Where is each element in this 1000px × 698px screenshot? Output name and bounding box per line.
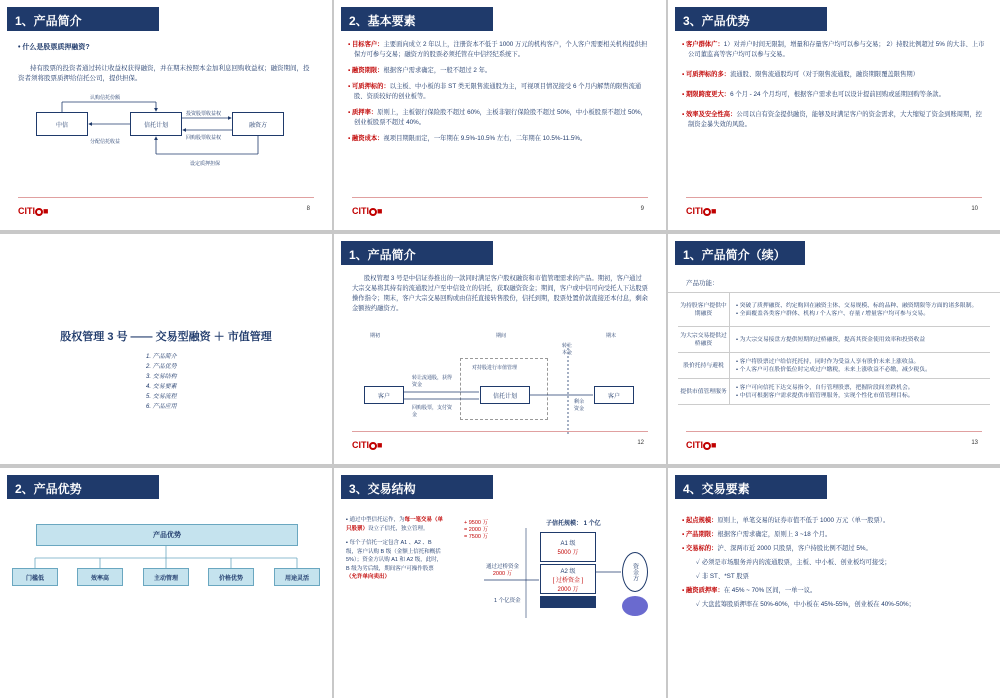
citic-logo: CITI ■ [686, 206, 717, 216]
row-bullet: • 客户可向信托下达交易指令，自行管理股票，把握阶段间差跌机会。 [736, 384, 914, 391]
node-client-left: 客户 [364, 386, 404, 404]
list-item: ✓ 非 ST、*ST 股票 [696, 573, 749, 580]
row-content [730, 379, 990, 404]
slide-13[interactable] [668, 234, 1000, 464]
caption: 产品功能： [686, 280, 719, 287]
elements-list [682, 516, 986, 614]
row-bullet: • 个人客户可在股价低位时完成过户缴税，未来上涨收益不必缴，减少税负。 [736, 366, 931, 373]
adv-efficiency: 效率高 [77, 568, 123, 586]
list-item: ▪ 融资期限：根据客户需求确定，一般不超过 2 年。 [348, 67, 492, 74]
toc-item: 3. 交易结构 [146, 374, 177, 380]
table-row [678, 293, 990, 327]
intro-paragraph: 股权管理 3 号是中信证券推出的一款同时满足客户股权融资和市值管理需求的产品。期初，客户通过大宗交易将其持有的流通股过户至中信设立的信托，获取融资资金；期间，客户或中信可向受托人下达股票操作指令；期末，客户大宗交易回购或由信托直接转售股份，信托到期，股票处置价款直接还本付息，剩余金额按约融资方。 [352, 275, 648, 312]
citic-logo: CITI ■ [18, 206, 49, 216]
fund-label: 资金方 [631, 563, 638, 581]
slide-header: 4、交易要素 [675, 475, 827, 499]
a1-name: A1 级 [560, 541, 576, 547]
slide-10[interactable] [668, 0, 1000, 230]
list-item: ▪ 可质押标的：以主板、中小板的非 ST 类无限售流通股为主，可视项目情况接受 6 个月内解禁的限售流通股、资质较好的创业板等。 [348, 83, 642, 100]
page-number: 9 [640, 206, 644, 212]
label-transfer: 转让流通股，获得资金 [412, 375, 453, 388]
label-invest: 投资股票收益权 [186, 111, 222, 117]
label-repurchase: 回购股票，支付资金 [412, 405, 453, 418]
list-item: ✓ 必须是市场服务并内的流通股票，主板、中小板、创业板均可接受； [696, 559, 891, 566]
slide-header: 2、基本要素 [341, 7, 493, 31]
row-label: 股价托持与避税 [678, 353, 730, 378]
citic-logo: CITI ■ [352, 206, 383, 216]
page-number: 12 [637, 440, 644, 446]
slide-header: 1、产品简介 [7, 7, 159, 31]
row-label: 为持股客户提供中期融资 [678, 293, 730, 326]
footer-line [352, 197, 648, 198]
page-number: 13 [971, 440, 978, 446]
a2-amount2: 2000 万 [557, 586, 579, 593]
intro-paragraph: 持有股票的投资者通过转让收益权获得融资，并在期末按照本金加利息回购收益权；融资期间，投资者须将股票质押给信托公司，提供担保。 [18, 65, 310, 82]
adv-low-threshold: 门槛低 [12, 568, 58, 586]
flow-arrows [0, 0, 332, 230]
flow-arrows [334, 234, 666, 464]
list-item: ▪ 期限跨度更大：6 个月 - 24 个月均可，根据客户需求也可以设计提前回购或延期回购等条款。 [682, 91, 945, 98]
node-zhongxin: 中信 [36, 112, 88, 136]
table-of-contents [146, 352, 177, 412]
advantages-list [682, 40, 986, 140]
list-item: ▪ 融资成本：视项目期限而定，一年期在 9.5%-10.5% 左右，二年期在 10.5%-11.5%。 [348, 135, 587, 142]
list-item: ▪ 效率及安全性高：公司以自有资金提供融资，能够及时满足客户的资金需求，大大缩短了资金到账周期，控制资金暴失效的风险。 [682, 111, 982, 128]
function-table [668, 292, 1000, 405]
list-item: ▪ 目标客户：主要面向成立 2 年以上，注册资本不低于 1000 万元的机构客户，个人客户需要相关机构提供担保方可参与交易；融资方的股票必须托管在中信经纪系统下。 [348, 41, 648, 58]
node-trust: 信托计划 [130, 112, 182, 136]
list-item: ▪ 可质押标的多：流通股、限售流通股均可（对于限售流通股，融资期限覆盖限售期） [682, 71, 919, 78]
footer-line [18, 197, 314, 198]
list-item: ▪ 客户群体广：1）对并户时间无限制，增量和存量客户均可以参与交易； 2）持股比例超过 5% 的大非、上市公司董监高等客户均可以参与交易。 [682, 41, 985, 58]
label-subscribe: 认购信托份额 [90, 95, 121, 101]
adv-active-mgmt: 主动管理 [143, 568, 189, 586]
label-distribute: 分配信托收益 [90, 139, 121, 145]
toc-item: 1. 产品简介 [146, 354, 177, 360]
footer-line [352, 431, 648, 432]
val-total: + 9500 万 [464, 520, 489, 526]
citic-logo: CITI ■ [352, 440, 383, 450]
flow-total: 1 个亿资金 [494, 598, 521, 604]
val-bridge: = 2000 万 [464, 527, 489, 533]
slide-title[interactable] [0, 234, 332, 464]
list-item: ▪ 产品期限：根据客户需求确定，原则上 3 ~18 个月。 [682, 531, 832, 538]
bridge-label: 通过过桥资金 [486, 564, 520, 570]
list-item: ▪ 质押率：原则上，主板银行保险股不超过 60%，主板非银行保险股不超过 50%，中小板股票不超过 50%，创业板股票不超过 40%。 [348, 109, 647, 126]
list-item: ▪ 起点规模：原则上，单笔交易的证券市值不低于 1000 万元（单一股票）。 [682, 517, 890, 524]
slide-structure[interactable] [334, 468, 666, 698]
slide-advantages[interactable] [0, 468, 332, 698]
slide-header: 2、产品优势 [7, 475, 159, 499]
footer-line [686, 431, 982, 432]
row-label: 提供市值管理服务 [678, 379, 730, 404]
label-remainder: 剩余资金 [574, 399, 585, 412]
label-market-cap: 对持股进行市值管理 [472, 365, 518, 371]
row-content [730, 353, 990, 378]
a2-name: A2 级 [560, 568, 576, 575]
list-item: ▪ 交易标的：沪、深两市近 2000 只股票，客户持股比例不超过 5%。 [682, 545, 872, 552]
adv-flexible: 用途灵活 [274, 568, 320, 586]
table-row [678, 379, 990, 405]
toc-item: 4. 交易要素 [146, 384, 177, 390]
row-content [730, 327, 990, 352]
node-client-right: 客户 [594, 386, 634, 404]
slide-header: 3、交易结构 [341, 475, 493, 499]
table-row [678, 353, 990, 379]
slide-header: 1、产品简介 [341, 241, 493, 265]
row-label: 为大宗交易提供过桥融资 [678, 327, 730, 352]
elements-list [348, 40, 652, 150]
list-item: ✓ 大盘蓝筹股质押率在 50%-60%，中小板在 45%-55%，创业板在 40%-50%； [696, 601, 915, 608]
toc-item: 2. 产品优势 [146, 364, 177, 370]
row-bullet: • 全面覆盖各类客户群体、机构 / 个人客户、存量 / 增量客户均可参与交易。 [736, 310, 930, 317]
row-bullet: • 客户将股票过户给信托托持，同时作为受益人享有股价未来上涨收益。 [736, 358, 920, 365]
structure-bullet: ▪ 通过中型信托运作，为每一笔交易（单只股票）设立子信托，独立管理。 [346, 517, 443, 532]
footer-line [686, 197, 982, 198]
question: • 什么是股票质押融资? [18, 44, 90, 51]
citic-logo: CITI ■ [686, 440, 717, 450]
list-item: ▪ 融资质押率：在 45% ~ 70% 区间，一单一议。 [682, 587, 817, 594]
toc-item: 5. 交易流程 [146, 394, 177, 400]
toc-item: 6. 产品应用 [146, 404, 177, 410]
node-trust: 信托计划 [480, 386, 530, 404]
page-number: 8 [306, 206, 310, 212]
label-sell: 转让本金 [562, 343, 573, 356]
phase-start: 期初 [370, 333, 381, 339]
structure-lines [334, 468, 666, 698]
a1-amount: 5000 万 [557, 550, 579, 556]
row-bullet: • 中信可根据客户需求提供市值管理服务，实现个性化市值管理目标。 [736, 392, 914, 399]
row-bullet: • 为大宗交易接盘方提供短期的过桥融资，提高其资金使用效率和投资收益 [736, 336, 926, 343]
advantages-root: 产品优势 [36, 524, 298, 546]
slide-9[interactable] [334, 0, 666, 230]
page-number: 10 [971, 206, 978, 212]
node-financier: 融资方 [232, 112, 284, 136]
row-content [730, 293, 990, 326]
deck-title: 股权管理 3 号 —— 交易型融资 ＋ 市值管理 [60, 331, 272, 343]
row-bullet: • 突破了质押融资、约定购回在融资主体、交易规模、标的品种、融资期限等方面的诸多限制。 [736, 302, 978, 309]
phase-middle: 期间 [496, 333, 507, 339]
table-row [678, 327, 990, 353]
slide-12[interactable] [334, 234, 666, 464]
slide-header: 3、产品优势 [675, 7, 827, 31]
label-repurchase: 回购股票收益权 [186, 135, 222, 141]
slide-elements[interactable] [668, 468, 1000, 698]
slide-8[interactable] [0, 0, 332, 230]
trust-scale: 子信托规模： 1 个亿 [546, 521, 601, 527]
structure-bullet: ▪ 每个子信托一定包含 A1 、A2 、B 级，客户认购 B 级（金额上信托和概括 5%）；资金方认购 A1 和 A2 级，此时，B 级为劣后级，期间客户可操作股票（允许单向卖出） [346, 540, 443, 580]
label-pledge: 设定质押担保 [190, 161, 221, 167]
bridge-amount: 2000 万 [492, 571, 513, 577]
a2-amount: [ 过桥资金 ] [552, 577, 584, 584]
adv-price: 价格优势 [208, 568, 254, 586]
phase-end: 期末 [606, 333, 617, 339]
val-senior: = 7500 万 [464, 534, 489, 540]
slide-header: 1、产品简介（续） [675, 241, 805, 265]
